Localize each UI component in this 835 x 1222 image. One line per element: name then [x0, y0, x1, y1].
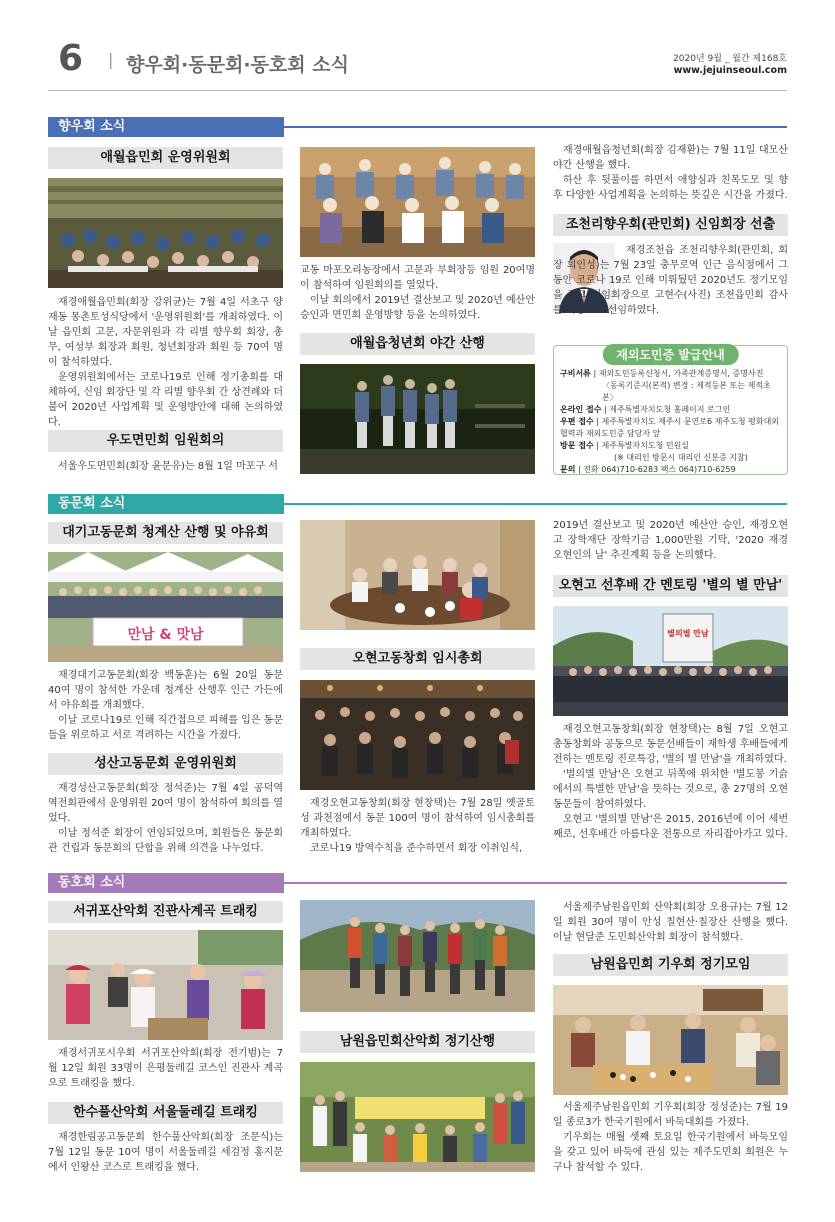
photo-ohyeon-general	[300, 680, 535, 790]
article-title-hansupul: 한수풀산악회 서울둘레길 트래킹	[48, 1102, 283, 1124]
article-body-namwon-hiking: 서울제주남원읍민회 산악회(회장 오용규)는 7월 12일 회원 30여 명이 안성 칠현산·칠장산 산행을 했다. 이날 현달준 도민회산악회 회장이 참석했다.	[553, 902, 788, 943]
article-body-daegi: 재경대기고동문회(회장 백동훈)는 6월 20일 동문 40여 명이 참석한 가운데 청계산 산행후 인근 가든에서 야유회를 개최했다. 이날 코로나19로 인해 직간접으로 피해를 입은 동문들을 위로하고 서로 격려하는 시간을 가졌다.	[48, 670, 283, 741]
photo-udo-meeting	[300, 147, 535, 257]
article-title-ohyeon-general: 오현고동창회 임시총회	[300, 648, 535, 670]
article-title-namwon-hiking: 남원읍민회산악회 정기산행	[300, 1031, 535, 1053]
section-label-hyangwoo: 향우회 소식	[48, 117, 284, 137]
article-body-seongsan: 재경성산고동문회(회장 정석준)는 7월 4일 공덕역 역전회관에서 운영위원 20여 명이 참석하여 회의를 열었다. 이날 정석준 회장이 연임되었으며, 회원들은 동문회관 건립과 동문회의 단합을 위해 의견을 나누었다.	[48, 783, 283, 854]
page-number: 6	[58, 38, 84, 79]
article-title-namwon-baduk: 남원읍민회 기우회 정기모임	[553, 954, 788, 976]
header-rule	[48, 90, 787, 91]
notice-row: 〈동록기준지(본적) 변경 : 제적등본 또는 제적초본〉	[602, 381, 771, 402]
article-title-aewol-youth: 애월읍청년회 야간 산행	[300, 333, 535, 355]
photo-ohyeon-mentoring	[553, 606, 788, 716]
issue-info: 2020년 9월 _ 월간 제168호	[673, 54, 787, 64]
photo-seogwipo-trekking	[48, 930, 283, 1040]
section-label-dongmun: 동문회 소식	[48, 494, 284, 514]
notice-row: 문의 | 전화 064)710-6283 팩스 064)710-6259	[560, 465, 736, 474]
photo-hansupul-trekking	[300, 1062, 535, 1172]
photo-daegi-dinner	[300, 520, 535, 630]
article-body-hansupul: 재경한림공고동문회 한수풀산악회(회장 조문식)는 7월 12일 동문 10여 명이 서울둘레길 세검정 홍지문에서 인왕산 코스로 트래킹을 했다.	[48, 1132, 283, 1173]
article-body-seogwipo: 재경서귀포시우회 서귀포산악회(회장 전기범)는 7월 12일 회원 33명이 은평둘레길 코스인 진관사 계곡으로 트래킹을 했다.	[48, 1048, 283, 1089]
section-bar-hyangwoo	[48, 117, 787, 137]
notice-box-resident-card	[553, 345, 788, 475]
notice-row: 구비서류 | 재외도민등록신청서, 가족관계증명서, 증명사진	[560, 369, 764, 378]
photo-namwon-baduk	[553, 985, 788, 1095]
section-bar-donghoe	[48, 873, 787, 893]
section-bar-dongmun	[48, 494, 787, 514]
page-title: 향우회·동문회·동호회 소식	[126, 54, 349, 76]
article-body-namwon-baduk: 서울제주남원읍민회 기우회(회장 정성준)는 7월 19일 종로3가 한국기원에서 바둑대회를 가졌다. 기우회는 매월 셋째 토요일 한국기원에서 바둑모임을 갖고 있어 바둑에 관심 있는 제주도민회 회원은 누구나 참석할 수 있다.	[553, 1102, 788, 1173]
article-body-aewol-youth: 재경애월읍청년회(회장 김재환)는 7월 11일 대모산 야간 산행을 했다. 하산 후 뒷풀이를 하면서 애향심과 친목도모 및 향후 다양한 사업계획을 논의하는 뜻깊은 시간을 가졌다.	[553, 145, 788, 201]
article-title-ohyeon-mentoring: 오현고 선후배 간 멘토링 '별의 별 만남'	[553, 575, 788, 597]
photo-banner-text: 만남 & 맛남	[127, 627, 204, 643]
article-body-udo: 서울우도면민회(회장 윤문유)는 8월 1일 마포구 서	[58, 461, 278, 472]
section-label-donghoe: 동호회 소식	[48, 873, 284, 893]
website-link[interactable]: www.jejuinseoul.com	[673, 65, 787, 76]
article-title-seongsan: 성산고동문회 운영위원회	[48, 753, 283, 775]
photo-namwon-hiking	[300, 900, 535, 1012]
article-body-aewol-committee: 재경애월읍민회(회장 강위균)는 7월 4일 서초구 양재동 몽촌토성식당에서 '운영위원회'를 개최하였다. 이날 읍민회 고문, 자문위원과 각 리별 향우회 회장, 총무, 여성부 회장과 회원, 청년회장과 회원 등 70여 명이 참석하였다. 운영위원회에서는 코로나19로 인해 정기총회를 대체하여, 신임 회장단 및 각 리별 향우회 간 상견례와 더불어 2020년 사업계획 및 운영방안에 대해 논의하였다.	[48, 297, 283, 428]
article-body-ohyeon-continued: 2019년 결산보고 및 2020년 예산안 승인, 재경오현고 장학재단 장학기금 1,000만원 기탁, '2020 재경 오현인의 날' 추진계획 등을 논의했다.	[553, 520, 788, 561]
article-title-udo: 우도면민회 임원회의	[48, 430, 283, 452]
notice-title: 재외도민증 발급안내	[602, 344, 739, 365]
article-title-aewol-committee: 애월읍민회 운영위원회	[48, 147, 283, 169]
article-title-daegi: 대기고동문회 청계산 산행 및 야유회	[48, 522, 283, 544]
article-body-jocheonri: 재경조천읍 조천리향우회(관민회, 회장 회인성)는 7월 23일 충무로역 인근 음식점에서 그동안 코로나 19로 인해 미뤄뒀던 2020년도 정기모임을 갖고 신임회장으로 고현수(사진) 조천읍민회 감사를 회장으로 선임하였다.	[553, 245, 788, 316]
photo-aewol-committee	[48, 178, 283, 288]
article-title-jocheonri: 조천리향우회(관민회) 신임회장 선출	[553, 214, 788, 236]
article-body-ohyeon-general: 재경오현고동창회(회장 현창택)는 7월 28일 옛골토성 과천점에서 동문 100여 명이 참석하여 임시총회를 개최하였다. 코로나19 방역수칙을 준수하면서 회장 이취임식,	[300, 798, 535, 854]
article-body-udo-continued: 교동 마포오리농장에서 고문과 부회장등 임원 20여명이 참석하여 임원회의를 열었다. 이날 회의에서 2019년 결산보고 및 2020년 예산안 승인과 면민회 운영방향 등을 논의하였다.	[300, 265, 535, 321]
header-divider: |	[108, 50, 114, 69]
notice-row: 우편 접수 | 제주특별자치도 제주시 문연로6 제주도청 평화대외협력과 재외도민증 담당자 앞	[560, 417, 780, 438]
notice-row: 온라인 접수 | 제주특별자치도청 홈페이지 로그인	[560, 405, 731, 414]
photo-sign-text: 별의별 만남	[667, 629, 709, 638]
notice-row: 방문 접수 | 제주특별자치도청 민원실	[560, 441, 690, 450]
photo-aewol-youth	[300, 364, 535, 474]
article-title-seogwipo: 서귀포산악회 진관사계곡 트래킹	[48, 901, 283, 923]
notice-row: (※ 대리인 방문시 대리인 신분증 지참)	[614, 453, 748, 462]
photo-daegi-picnic	[48, 552, 283, 662]
article-body-ohyeon-mentoring: 재경오현고동창회(회장 현창택)는 8월 7일 오현고 총동창회와 공동으로 동문선배들이 재학생 후배들에게 전하는 멘토링 진로특강, '별의 별 만남'을 개최하였다. '별의별 만남'은 오현고 뒤쪽에 위치한 '별도봉 기슭에서의 특별한 만남'을 뜻하는 것으로, 총 27명의 오현동문들이 참여하였다. 오현고 '별의별 만남'은 2015, 2016년에 이어 세번째로, 선후배간 아름다운 전통으로 자리잡아가고 있다.	[553, 724, 788, 840]
